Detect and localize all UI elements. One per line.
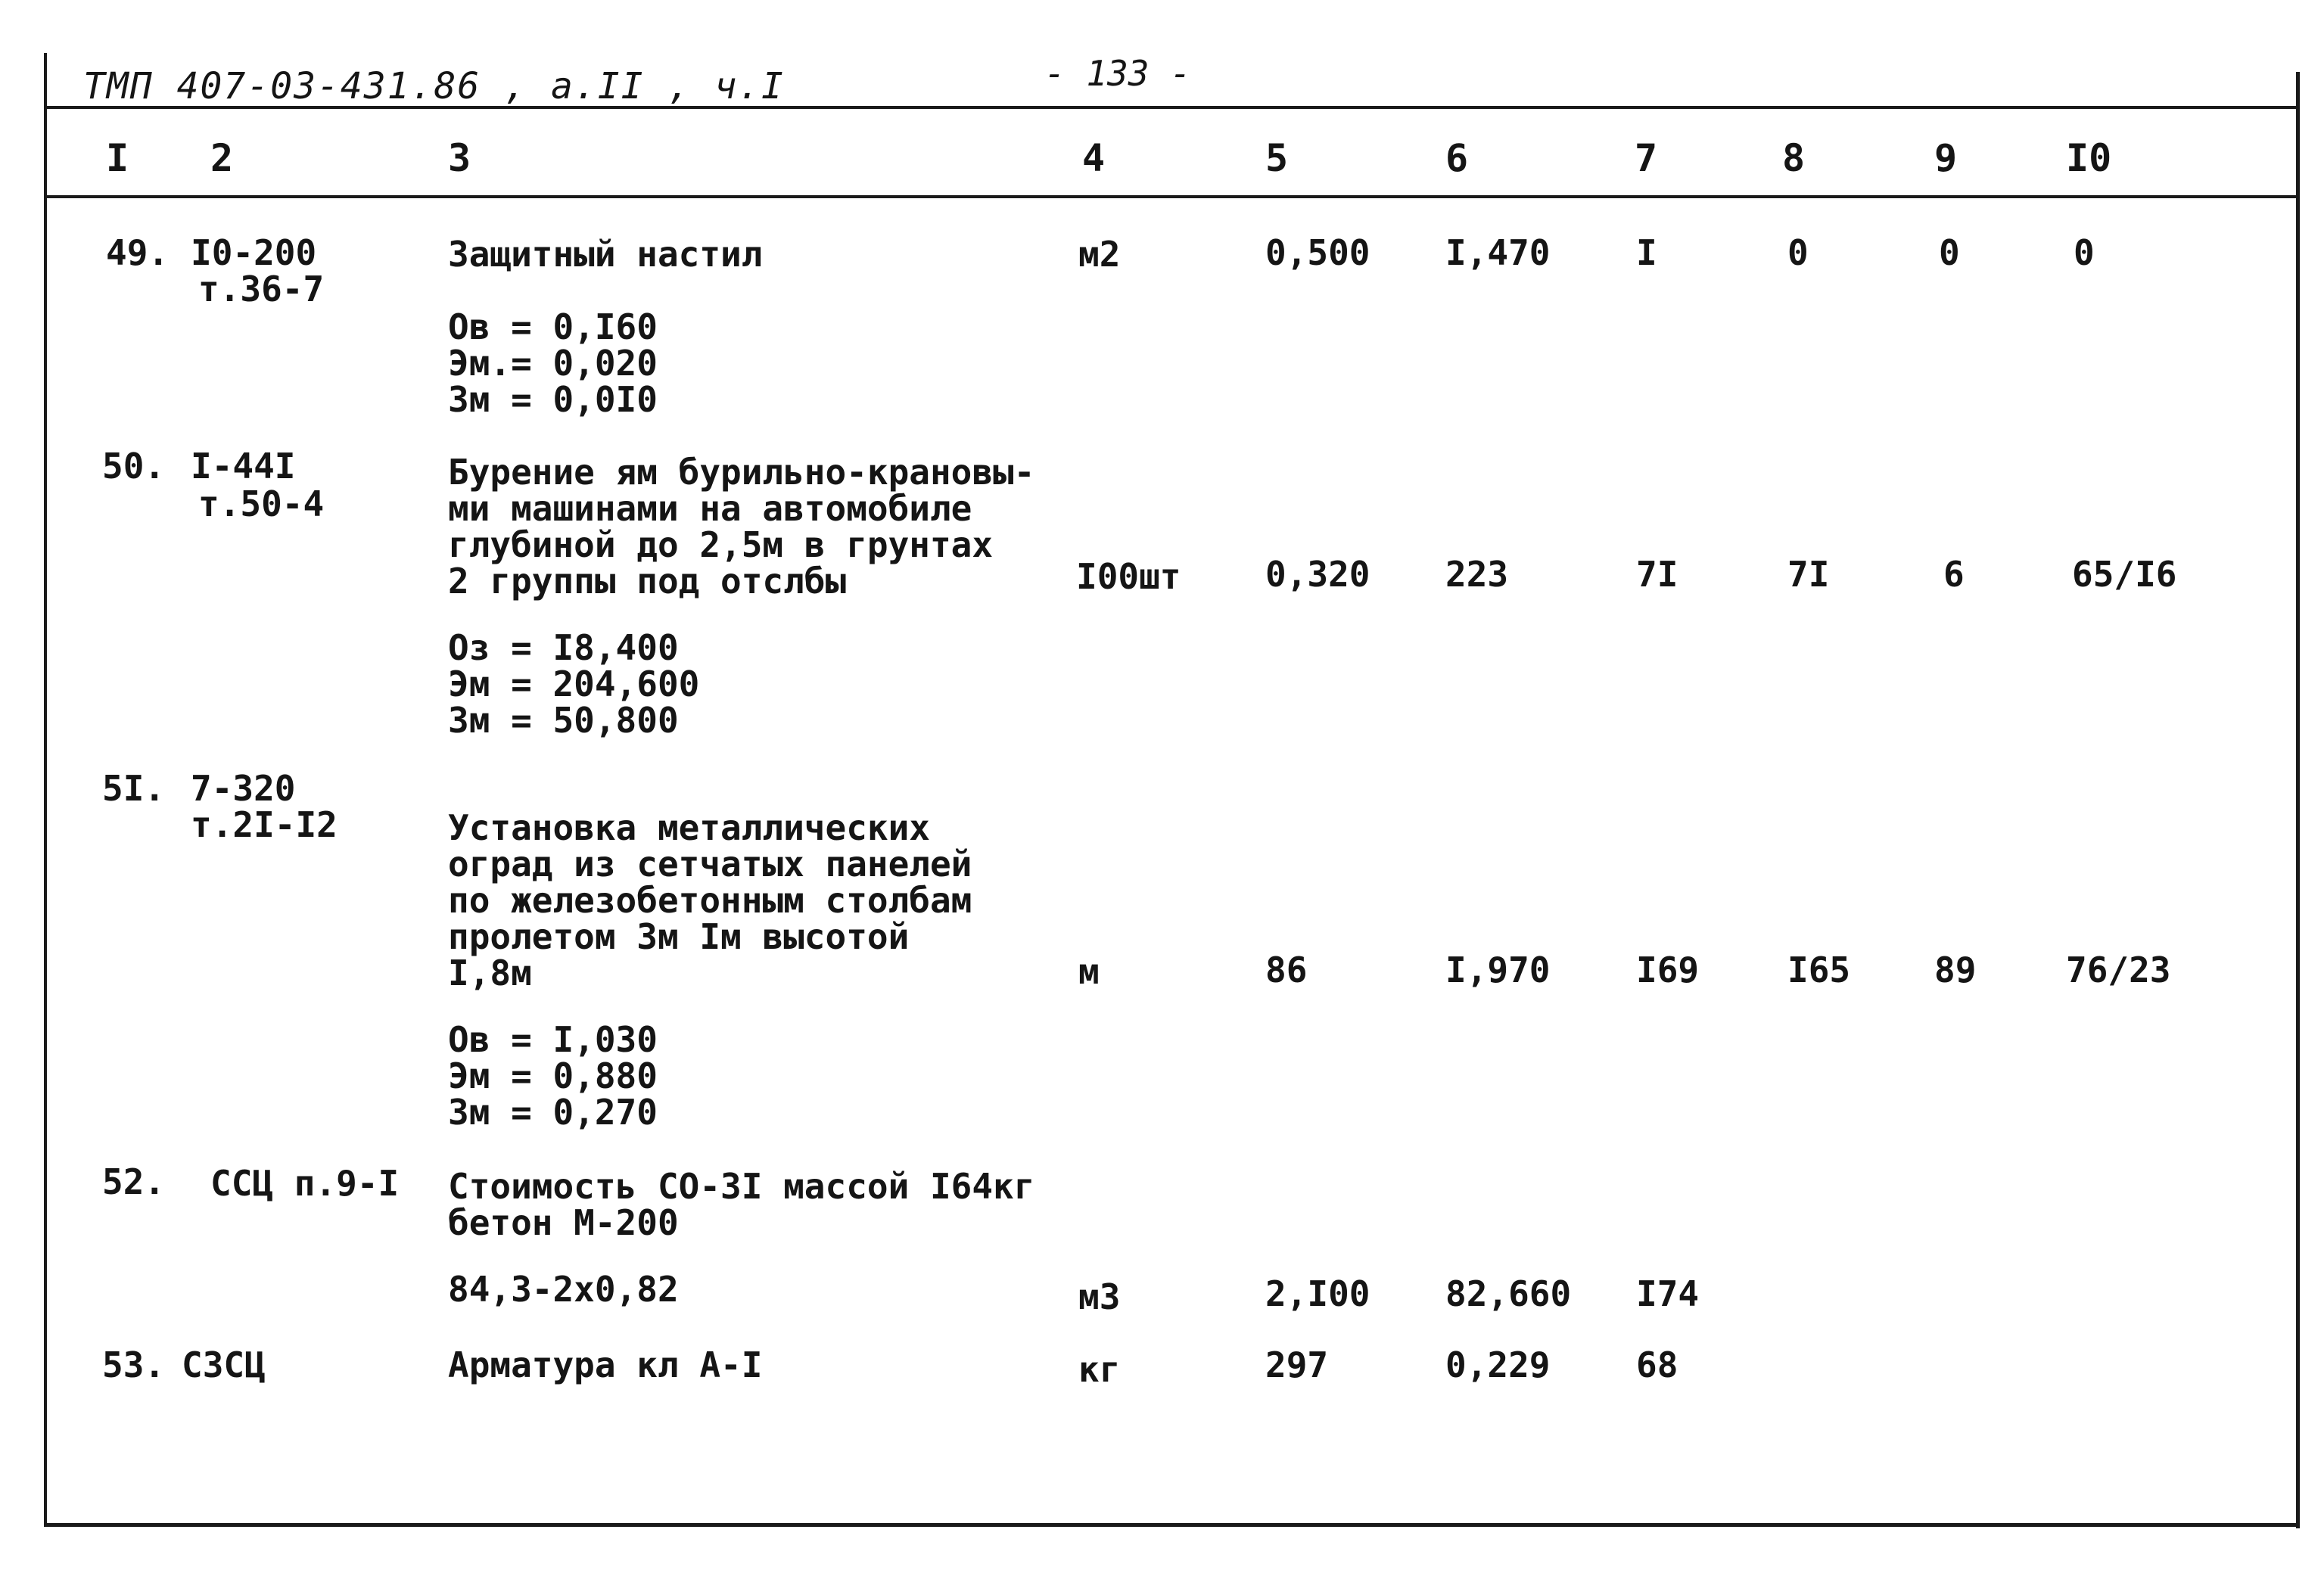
row-col8: 7I xyxy=(1787,554,1830,595)
row-description: Стоимость СО-3I массой I64кг бетон М-200 xyxy=(448,1166,1035,1243)
column-number-6: 6 xyxy=(1445,136,1469,180)
row-code: 7-320 xyxy=(191,768,296,809)
row-col10: 0 xyxy=(2074,232,2095,273)
row-quantity: 0,500 xyxy=(1265,232,1370,273)
column-number-4: 4 xyxy=(1082,136,1106,180)
row-total: 7I xyxy=(1636,554,1678,595)
row-total: I69 xyxy=(1636,950,1700,990)
page-number: - 133 - xyxy=(1044,53,1191,94)
column-number-9: 9 xyxy=(1934,136,1958,180)
row-description: Защитный настил xyxy=(448,234,763,275)
row-quantity: 297 xyxy=(1265,1345,1329,1385)
row-unit-price: 82,660 xyxy=(1445,1273,1572,1314)
column-number-3: 3 xyxy=(448,136,471,180)
row-col9: 6 xyxy=(1943,554,1965,595)
row-col9: 0 xyxy=(1939,232,1960,273)
column-number-7: 7 xyxy=(1635,136,1658,180)
row-table-ref: т.36-7 xyxy=(198,269,325,309)
row-quantity: 86 xyxy=(1265,950,1308,990)
row-unit: м xyxy=(1078,951,1100,992)
row-unit: м2 xyxy=(1078,234,1121,275)
row-code: I0-200 xyxy=(191,232,317,273)
row-col10: 76/23 xyxy=(2066,950,2171,990)
row-number: 5I. xyxy=(102,768,166,809)
row-quantity: 2,I00 xyxy=(1265,1273,1370,1314)
row-code: ССЦ п.9-I xyxy=(210,1163,400,1204)
row-code: СЗСЦ xyxy=(182,1345,266,1385)
column-number-1: I xyxy=(106,136,129,180)
row-unit-price: I,970 xyxy=(1445,950,1551,990)
row-number: 49. xyxy=(106,232,170,273)
row-parameters: Ов = 0,I60 Эм.= 0,020 Зм = 0,0I0 xyxy=(448,306,658,420)
row-col10: 65/I6 xyxy=(2072,554,2177,595)
frame-bottom-border xyxy=(44,1523,2300,1527)
row-quantity: 0,320 xyxy=(1265,554,1370,595)
row-col9: 89 xyxy=(1934,950,1977,990)
row-unit-price: 223 xyxy=(1445,554,1509,595)
document-code: ТМП 407-03-431.86 , а.II , ч.I xyxy=(83,65,785,107)
column-number-8: 8 xyxy=(1782,136,1806,180)
frame-left-border xyxy=(44,53,47,1525)
row-table-ref: т.50-4 xyxy=(198,483,325,524)
row-parameters: Ов = I,030 Эм = 0,880 Зм = 0,270 xyxy=(448,1019,658,1133)
row-parameters: Оз = I8,400 Эм = 204,600 Зм = 50,800 xyxy=(448,627,700,741)
row-unit: кг xyxy=(1078,1349,1121,1390)
row-number: 52. xyxy=(102,1161,166,1202)
row-description: Бурение ям бурильно-крановы- ми машинами на автомобиле глубиной до 2,5м в грунтах 2 группы под отслбы xyxy=(448,452,1035,602)
row-table-ref: т.2I-I2 xyxy=(191,804,338,845)
row-code: I-44I xyxy=(191,446,296,487)
row-unit-price: I,470 xyxy=(1445,232,1551,273)
row-total: I74 xyxy=(1636,1273,1700,1314)
row-unit-price: 0,229 xyxy=(1445,1345,1551,1385)
row-number: 53. xyxy=(102,1345,166,1385)
row-total: 68 xyxy=(1636,1345,1678,1385)
column-number-10: I0 xyxy=(2066,136,2112,180)
column-number-2: 2 xyxy=(210,136,234,180)
row-description: Арматура кл А-I xyxy=(448,1345,763,1385)
row-number: 50. xyxy=(102,446,166,487)
row-col8: I65 xyxy=(1787,950,1851,990)
row-col8: 0 xyxy=(1787,232,1809,273)
column-number-5: 5 xyxy=(1265,136,1289,180)
row-unit: м3 xyxy=(1078,1276,1121,1317)
column-header-rule xyxy=(45,195,2298,198)
frame-right-border xyxy=(2296,72,2300,1528)
row-description: Установка металлических оград из сетчатых панелей по железобетонным столбам пролетом 3м Iм высотой I,8м xyxy=(448,807,972,993)
row-parameters: 84,3-2х0,82 xyxy=(448,1269,679,1310)
row-total: I xyxy=(1636,232,1657,273)
row-unit: I00шт xyxy=(1076,556,1181,597)
